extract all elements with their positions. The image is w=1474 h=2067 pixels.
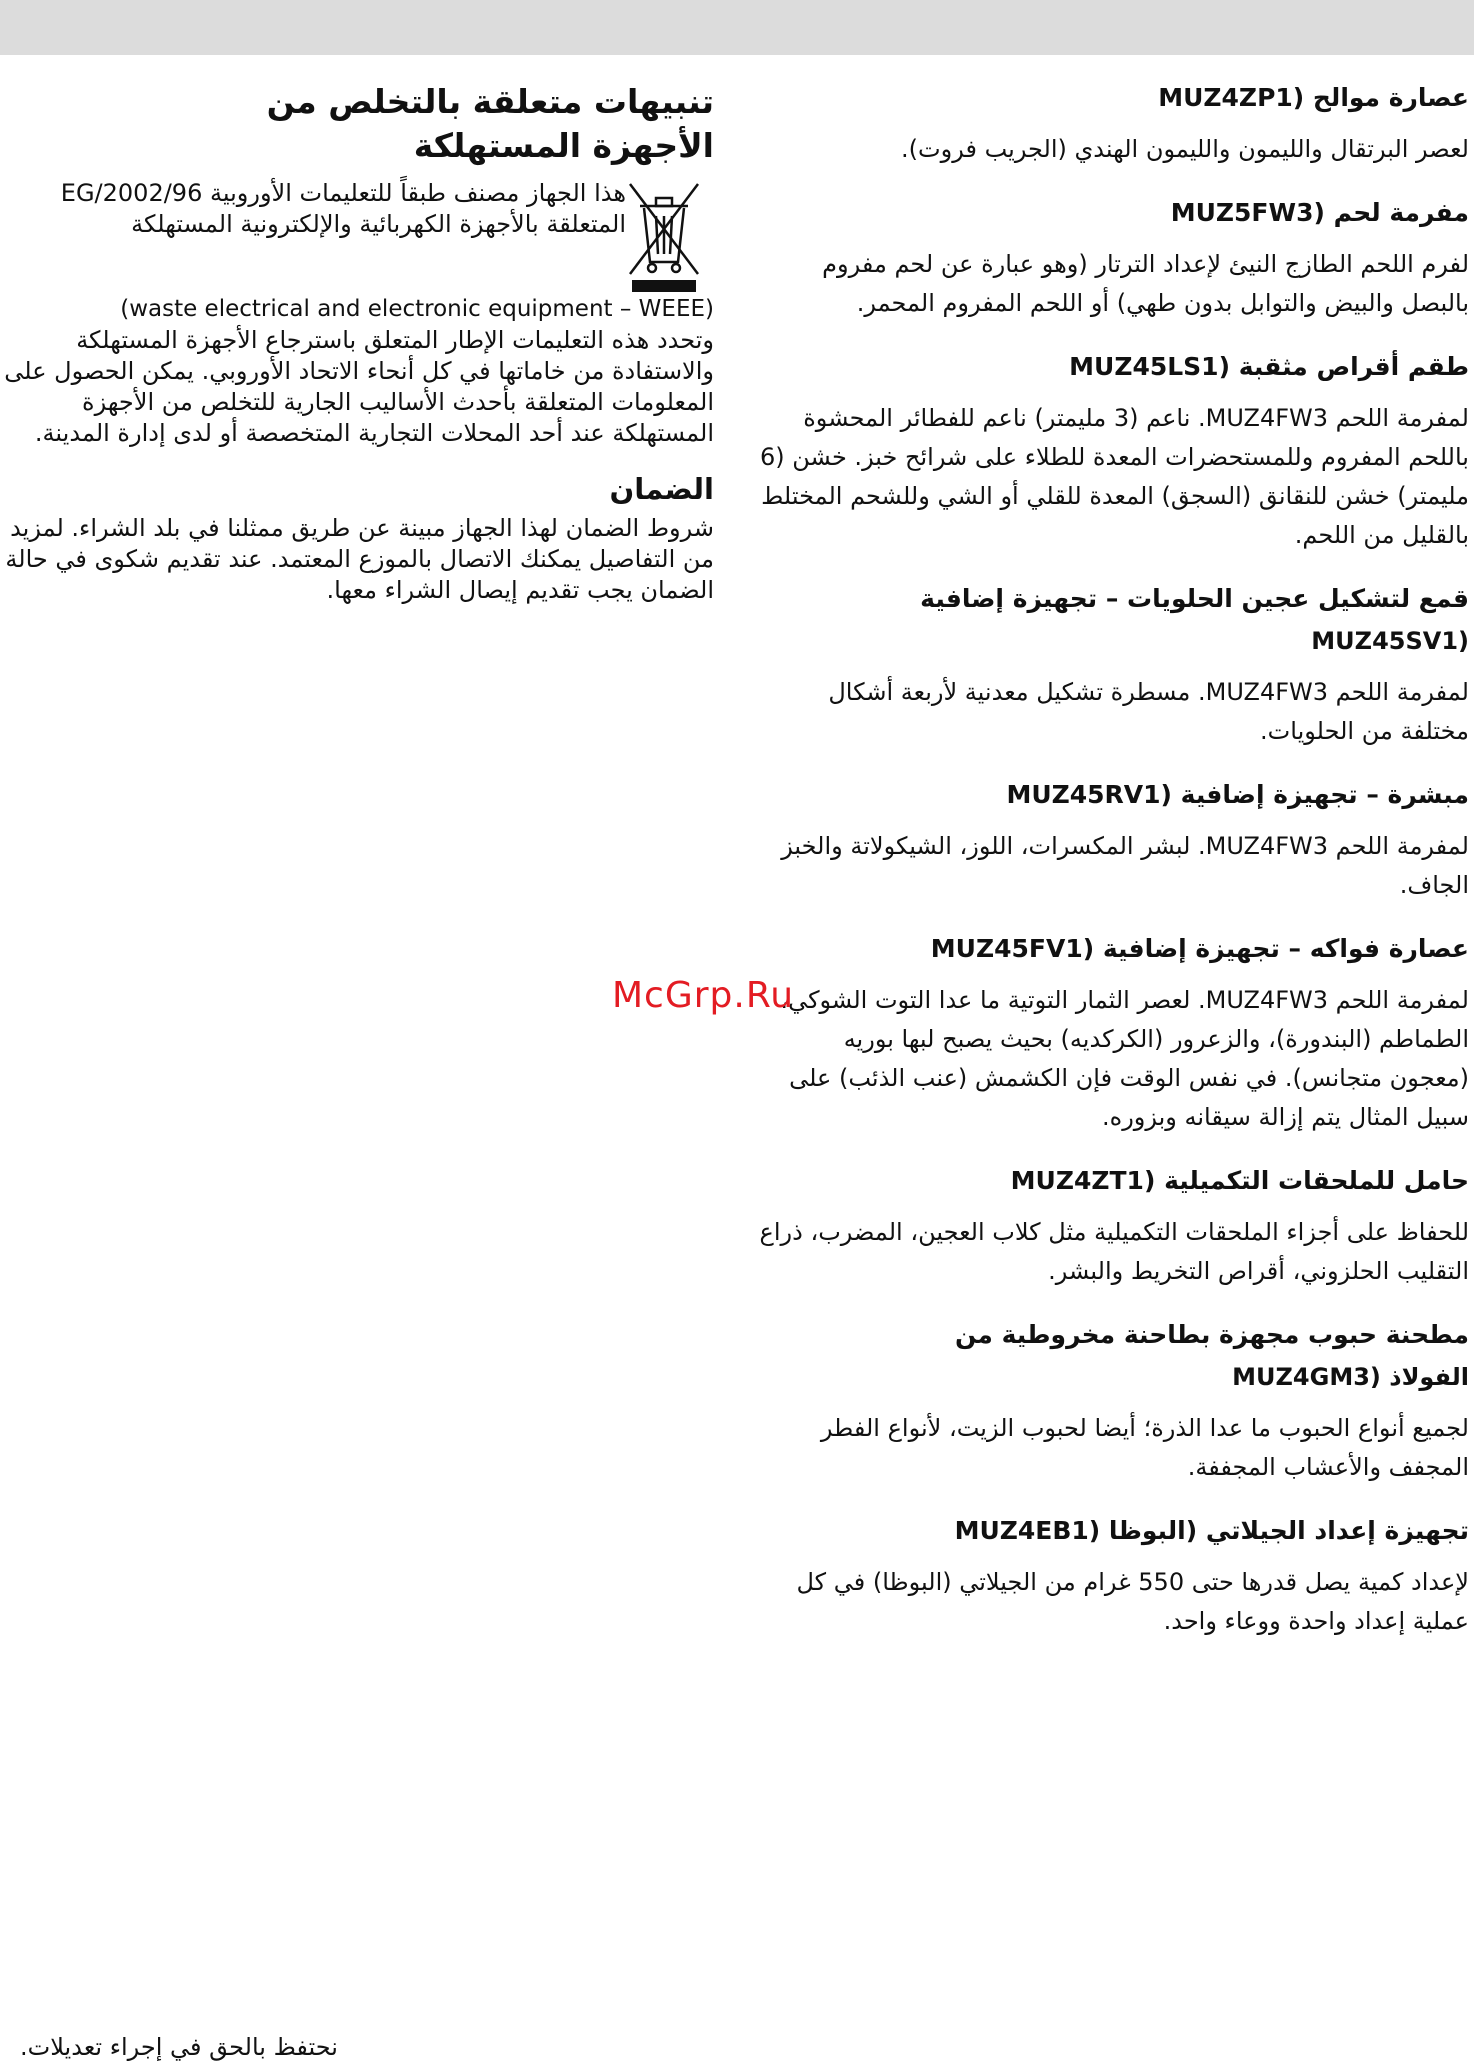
section-body: لمفرمة اللحم MUZ4FW3. لعصر الثمار التوتية ما عدا التوت الشوكي، الطماطم (البندورة)، والزعرور (الكركديه) بحيث يصبح لبها بوريه (معجون متجانس). في نفس الوقت فإن الكشمش (عنب الذئب) على سبيل المثال يتم إزالة سيقانه وبزوره. — [780, 986, 1469, 1131]
disposal-warranty-column — [4, 80, 714, 606]
section-body: لفرم اللحم الطازج النيئ لإعداد الترتار (وهو عبارة عن لحم مفروم بالبصل والبيض والتوابل بدون طهي) أو اللحم المفروم المحمر. — [822, 250, 1469, 317]
section-heading: مفرمة لحم (MUZ5FW3 — [1170, 198, 1469, 227]
section-ice-cream-maker — [759, 1513, 1469, 1641]
section-body: لمفرمة اللحم MUZ4FW3. لبشر المكسرات، اللوز، الشيكولاتة والخبز الجاف. — [781, 832, 1469, 899]
section-heading: عصارة فواكه – تجهيزة إضافية (MUZ45FV1 — [930, 934, 1469, 963]
disposal-title-line2: الأجهزة المستهلكة — [413, 126, 714, 165]
top-bar — [0, 0, 1474, 55]
section-accessory-holder — [759, 1163, 1469, 1291]
section-body: لإعداد كمية يصل قدرها حتى 550 غرام من الجيلاتي (البوظا) في كل عملية إعداد واحدة ووعاء واحد. — [796, 1568, 1469, 1635]
warranty-heading: الضمان — [609, 472, 714, 506]
section-fruit-press — [759, 931, 1469, 1137]
weee-text: هذا الجهاز مصنف طبقاً للتعليمات الأوروبية 2002/96/EG المتعلقة بالأجهزة الكهربائية والإلكترونية المستهلكة — [60, 179, 626, 238]
section-citrus-press — [759, 80, 1469, 169]
weee-abbreviation: (waste electrical and electronic equipment – WEEE) — [120, 296, 714, 322]
section-heading: تجهيزة إعداد الجيلاتي (البوظا (MUZ4EB1 — [954, 1516, 1469, 1545]
accessories-column — [759, 80, 1469, 1667]
disposal-title — [4, 80, 714, 168]
section-body: لمفرمة اللحم MUZ4FW3. مسطرة تشكيل معدنية لأربعة أشكال مختلفة من الحلويات. — [828, 678, 1469, 745]
section-heading: عصارة موالح (MUZ4ZP1 — [1158, 83, 1469, 112]
section-subheading: الفولاذ (MUZ4GM3 — [1232, 1363, 1469, 1391]
watermark: McGrp.Ru — [612, 975, 795, 1016]
section-body: للحفاظ على أجزاء الملحقات التكميلية مثل كلاب العجين، المضرب، ذراع التقليب الحلزوني، أقراص التخريط والبشر. — [759, 1218, 1469, 1285]
section-meat-mincer — [759, 195, 1469, 323]
section-heading: حامل للملحقات التكميلية (MUZ4ZT1 — [1010, 1166, 1469, 1195]
section-biscuit-attachment — [759, 581, 1469, 751]
section-body: لعصر البرتقال والليمون والليمون الهندي (الجريب فروت). — [901, 135, 1469, 163]
disposal-body: وتحدد هذه التعليمات الإطار المتعلق باسترجاع الأجهزة المستهلكة والاستفادة من خاماتها في كل أنحاء الاتحاد الأوروبي. يمكن الحصول على المعلومات المتعلقة بأحدث الأساليب الجارية للتخلص من الأجهزة المستهلكة عند أحد المحلات التجارية المتخصصة أو لدى إدارة المدينة. — [4, 326, 714, 447]
section-heading: طقم أقراص مثقبة (MUZ45LS1 — [1069, 352, 1469, 381]
disposal-title-line1: تنبيهات متعلقة بالتخلص من — [266, 82, 714, 121]
section-grain-mill — [759, 1317, 1469, 1487]
section-heading: قمع لتشكيل عجين الحلويات – تجهيزة إضافية — [920, 584, 1469, 613]
crossed-bin-icon — [626, 178, 702, 294]
section-grater — [759, 777, 1469, 905]
section-perforated-discs — [759, 349, 1469, 555]
section-heading: مبشرة – تجهيزة إضافية (MUZ45RV1 — [1006, 780, 1469, 809]
footer-note: نحتفظ بالحق في إجراء تعديلات. — [20, 2033, 338, 2061]
section-heading: مطحنة حبوب مجهزة بطاحنة مخروطية من — [954, 1320, 1469, 1349]
warranty-body: شروط الضمان لهذا الجهاز مبينة عن طريق ممثلنا في بلد الشراء. لمزيد من التفاصيل يمكنك الاتصال بالموزع المعتمد. عند تقديم شكوى في حالة الضمان يجب تقديم إيصال الشراء معها. — [5, 514, 714, 604]
section-body: لجميع أنواع الحبوب ما عدا الذرة؛ أيضا لحبوب الزيت، لأنواع الفطر المجفف والأعشاب المجففة. — [820, 1414, 1469, 1481]
weee-notice — [4, 178, 714, 294]
section-body: لمفرمة اللحم MUZ4FW3. ناعم (3 مليمتر) ناعم للفطائر المحشوة باللحم المفروم وللمستحضرات المعدة للطلاء على شرائح خبز. خشن (6 مليمتر) خشن للنقانق (السجق) المعدة للقلي أو الشي وللشحم المختلط بالقليل من اللحم. — [760, 404, 1469, 549]
section-subheading: (MUZ45SV1 — [1311, 627, 1469, 655]
